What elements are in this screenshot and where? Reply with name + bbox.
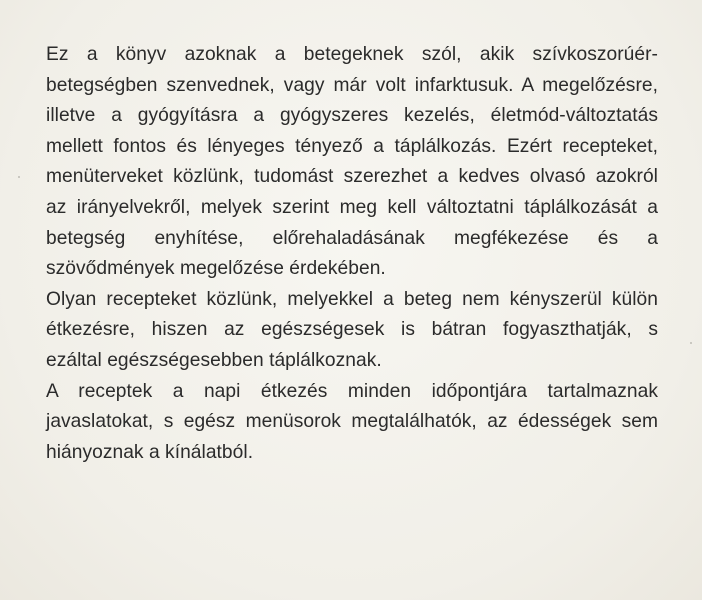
- scan-speck: [690, 342, 692, 344]
- text-line: Ez a könyv azoknak a betegeknek szól, akik szívkoszorúér-: [46, 44, 658, 65]
- text-line: Olyan recepteket közlünk, melyekkel a beteg nem kényszerül külön: [46, 288, 658, 310]
- text-line: étkezésre, hiszen az egészségesek is bátran fogyaszthatják, s: [46, 319, 658, 341]
- body-text: [46, 40, 658, 468]
- paragraph-3: [46, 377, 658, 469]
- text-line: mellett fontos és lényeges tényező a táplálkozás. Ezért recepteket,: [46, 135, 658, 157]
- text-line: szövődmények megelőzése érdekében.: [46, 258, 386, 280]
- text-line: ezáltal egészségesebben táplálkoznak.: [46, 349, 382, 371]
- paragraph-2: [46, 285, 658, 377]
- text-line: hiányoznak a kínálatból.: [46, 441, 254, 463]
- paragraph-1: [46, 40, 658, 285]
- text-line: menüterveket közlünk, tudomást szerezhet a kedves olvasó azokról: [46, 166, 658, 188]
- scan-speck: [18, 176, 20, 178]
- text-line: illetve a gyógyításra a gyógyszeres kezelés, életmód-változtatás: [46, 105, 658, 127]
- text-line: betegség enyhítése, előrehaladásának megfékezése és a: [46, 227, 658, 249]
- text-line: betegségben szenvednek, vagy már volt infarktusuk. A megelőzésre,: [46, 74, 658, 96]
- text-line: javaslatokat, s egész menüsorok megtalálhatók, az édességek sem: [46, 411, 658, 433]
- text-line: az irányelvekről, melyek szerint meg kell változtatni táplálkozását a: [46, 196, 658, 218]
- text-line: A receptek a napi étkezés minden időpontjára tartalmaznak: [46, 380, 658, 402]
